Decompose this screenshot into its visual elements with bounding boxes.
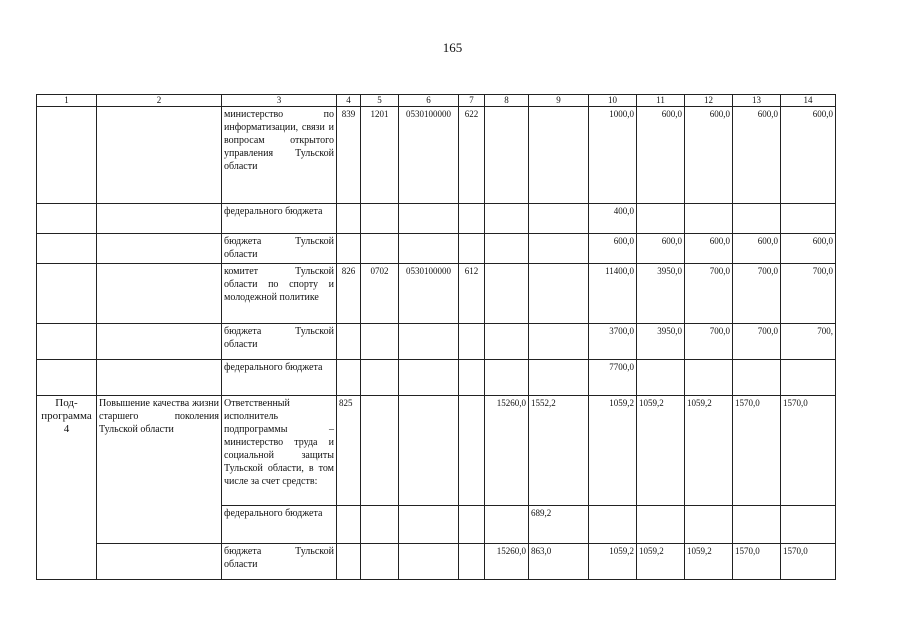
table-row — [37, 324, 836, 360]
col-header-6: 6 — [399, 95, 459, 107]
code-cell — [459, 204, 485, 234]
value-cell — [685, 360, 733, 396]
code-cell — [337, 506, 361, 544]
funding-source-cell: комитет Тульской области по спорту и молодежной политике — [222, 264, 337, 324]
table-row — [37, 234, 836, 264]
empty-cell — [97, 107, 222, 204]
code-cell — [337, 204, 361, 234]
value-cell — [529, 264, 589, 324]
value-cell: 700,0 — [685, 264, 733, 324]
empty-cell — [97, 360, 222, 396]
subprogram-label: Под-программа 4 — [37, 396, 97, 580]
value-cell — [637, 360, 685, 396]
table-row — [37, 360, 836, 396]
code-cell: 612 — [459, 264, 485, 324]
code-cell — [399, 396, 459, 506]
code-cell — [459, 324, 485, 360]
value-cell — [485, 324, 529, 360]
col-header-11: 11 — [637, 95, 685, 107]
col-header-12: 12 — [685, 95, 733, 107]
code-cell — [459, 544, 485, 580]
value-cell: 11400,0 — [589, 264, 637, 324]
value-cell — [781, 506, 836, 544]
empty-cell — [97, 234, 222, 264]
value-cell: 689,2 — [529, 506, 589, 544]
value-cell — [781, 360, 836, 396]
code-cell — [459, 360, 485, 396]
value-cell — [685, 204, 733, 234]
code-cell: 1201 — [361, 107, 399, 204]
col-header-3: 3 — [222, 95, 337, 107]
value-cell: 600,0 — [781, 234, 836, 264]
funding-source-cell: бюджета Тульской области — [222, 234, 337, 264]
page-number: 165 — [442, 40, 463, 55]
value-cell: 1059,2 — [685, 544, 733, 580]
value-cell: 1552,2 — [529, 396, 589, 506]
empty-cell — [97, 204, 222, 234]
code-cell — [361, 396, 399, 506]
code-cell — [337, 234, 361, 264]
code-cell — [399, 544, 459, 580]
funding-source-cell: федерального бюджета — [222, 204, 337, 234]
value-cell — [485, 360, 529, 396]
code-cell — [399, 324, 459, 360]
code-cell: 0702 — [361, 264, 399, 324]
value-cell: 1059,2 — [637, 544, 685, 580]
value-cell: 1059,2 — [637, 396, 685, 506]
value-cell: 1570,0 — [781, 544, 836, 580]
value-cell — [485, 264, 529, 324]
col-header-5: 5 — [361, 95, 399, 107]
code-cell — [399, 234, 459, 264]
funding-source-cell: министерство по информатизации, связи и вопросам открытого управления Тульской области — [222, 107, 337, 204]
value-cell: 15260,0 — [485, 396, 529, 506]
empty-cell — [37, 234, 97, 264]
code-cell — [337, 360, 361, 396]
value-cell: 1570,0 — [733, 396, 781, 506]
code-cell — [361, 234, 399, 264]
value-cell — [589, 506, 637, 544]
value-cell — [685, 506, 733, 544]
value-cell — [637, 204, 685, 234]
funding-source-cell: бюджета Тульской области — [222, 544, 337, 580]
value-cell: 1059,2 — [589, 544, 637, 580]
code-cell — [399, 360, 459, 396]
empty-cell — [97, 264, 222, 324]
code-cell — [399, 204, 459, 234]
table-row — [37, 264, 836, 324]
value-cell: 7700,0 — [589, 360, 637, 396]
value-cell — [529, 107, 589, 204]
value-cell — [529, 234, 589, 264]
value-cell: 3700,0 — [589, 324, 637, 360]
value-cell: 1000,0 — [589, 107, 637, 204]
value-cell: 700,0 — [733, 264, 781, 324]
table-row — [37, 544, 836, 580]
value-cell: 700, — [781, 324, 836, 360]
empty-cell — [37, 324, 97, 360]
value-cell: 3950,0 — [637, 264, 685, 324]
col-header-13: 13 — [733, 95, 781, 107]
code-cell: 0530100000 — [399, 107, 459, 204]
empty-cell — [37, 264, 97, 324]
value-cell: 700,0 — [781, 264, 836, 324]
value-cell — [733, 204, 781, 234]
value-cell: 600,0 — [685, 234, 733, 264]
code-cell — [459, 234, 485, 264]
empty-cell — [97, 324, 222, 360]
value-cell: 600,0 — [733, 107, 781, 204]
value-cell — [485, 204, 529, 234]
col-header-8: 8 — [485, 95, 529, 107]
table-row — [37, 204, 836, 234]
value-cell: 1059,2 — [685, 396, 733, 506]
value-cell — [485, 506, 529, 544]
value-cell: 15260,0 — [485, 544, 529, 580]
funding-source-cell: бюджета Тульской области — [222, 324, 337, 360]
col-header-4: 4 — [337, 95, 361, 107]
value-cell: 600,0 — [637, 234, 685, 264]
value-cell — [529, 360, 589, 396]
value-cell: 600,0 — [637, 107, 685, 204]
code-cell — [459, 396, 485, 506]
value-cell: 3950,0 — [637, 324, 685, 360]
code-cell: 839 — [337, 107, 361, 204]
value-cell — [781, 204, 836, 234]
value-cell: 600,0 — [589, 234, 637, 264]
header-row — [37, 95, 836, 107]
code-cell: 0530100000 — [399, 264, 459, 324]
code-cell — [361, 506, 399, 544]
value-cell — [637, 506, 685, 544]
code-cell — [337, 324, 361, 360]
table-row — [37, 107, 836, 204]
code-cell — [337, 544, 361, 580]
value-cell — [485, 234, 529, 264]
value-cell — [733, 506, 781, 544]
code-cell: 622 — [459, 107, 485, 204]
code-cell — [459, 506, 485, 544]
value-cell: 1570,0 — [781, 396, 836, 506]
subprogram-title: Повышение качества жизни старшего поколения Тульской области — [97, 396, 222, 544]
col-header-9: 9 — [529, 95, 589, 107]
value-cell — [485, 107, 529, 204]
code-cell: 826 — [337, 264, 361, 324]
funding-source-cell: Ответственный исполнитель подпрограммы – министерство труда и социальной защиты Тульской области, в том числе за счет средств: — [222, 396, 337, 506]
funding-source-cell: федерального бюджета — [222, 506, 337, 544]
col-header-7: 7 — [459, 95, 485, 107]
empty-cell — [37, 204, 97, 234]
value-cell — [529, 324, 589, 360]
value-cell: 1570,0 — [733, 544, 781, 580]
code-cell: 825 — [337, 396, 361, 506]
code-cell — [399, 506, 459, 544]
value-cell: 700,0 — [733, 324, 781, 360]
empty-cell — [37, 360, 97, 396]
empty-cell — [97, 544, 222, 580]
funding-source-cell: федерального бюджета — [222, 360, 337, 396]
value-cell — [733, 360, 781, 396]
code-cell — [361, 204, 399, 234]
budget-table — [36, 94, 836, 580]
value-cell — [529, 204, 589, 234]
col-header-2: 2 — [97, 95, 222, 107]
col-header-1: 1 — [37, 95, 97, 107]
col-header-14: 14 — [781, 95, 836, 107]
code-cell — [361, 324, 399, 360]
value-cell: 600,0 — [733, 234, 781, 264]
value-cell: 700,0 — [685, 324, 733, 360]
value-cell: 1059,2 — [589, 396, 637, 506]
value-cell: 600,0 — [781, 107, 836, 204]
col-header-10: 10 — [589, 95, 637, 107]
value-cell: 600,0 — [685, 107, 733, 204]
code-cell — [361, 544, 399, 580]
table-row — [37, 396, 836, 506]
empty-cell — [37, 107, 97, 204]
code-cell — [361, 360, 399, 396]
value-cell: 863,0 — [529, 544, 589, 580]
value-cell: 400,0 — [589, 204, 637, 234]
